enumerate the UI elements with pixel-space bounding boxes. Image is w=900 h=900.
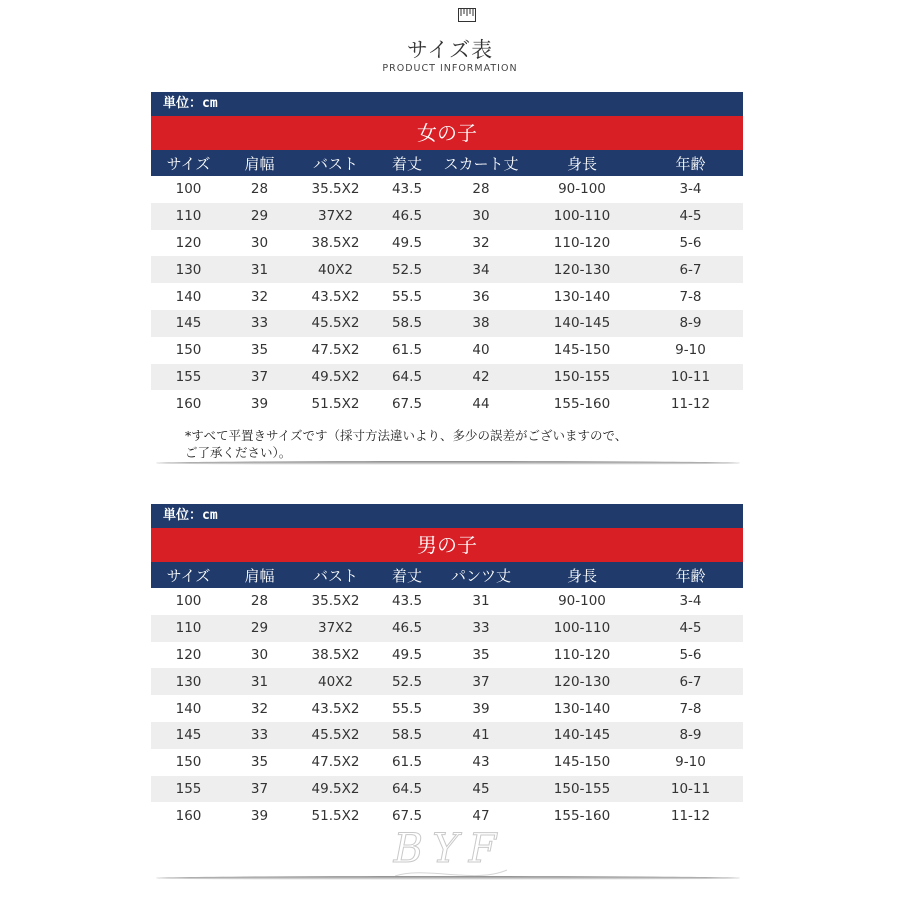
- cell-shoulder: 35: [250, 342, 269, 359]
- table-row: [151, 642, 743, 669]
- cell-length: 67.5: [391, 807, 423, 824]
- cell-height: 140-145: [553, 727, 611, 744]
- cell-bust: 49.5X2: [311, 780, 360, 797]
- cell-height: 140-145: [553, 315, 611, 332]
- cell-height: 100-110: [553, 208, 611, 225]
- table-row: [151, 364, 743, 391]
- cell-length: 64.5: [391, 780, 423, 797]
- cell-shoulder: 37: [250, 780, 269, 797]
- cell-age: 6-7: [679, 261, 702, 278]
- cell-shoulder: 39: [250, 395, 269, 412]
- unit-label: 単位：cm: [151, 504, 743, 528]
- page-header: [0, 0, 900, 90]
- cell-length: 61.5: [391, 342, 423, 359]
- table-row: [151, 390, 743, 417]
- cell-length: 67.5: [391, 395, 423, 412]
- cell-length: 55.5: [391, 700, 423, 717]
- cell-bust: 47.5X2: [311, 342, 360, 359]
- cell-bottom-length: 35: [472, 646, 490, 663]
- cell-age: 4-5: [679, 208, 702, 225]
- cell-size: 110: [175, 620, 202, 637]
- cell-height: 145-150: [553, 342, 611, 359]
- cell-age: 8-9: [679, 727, 702, 744]
- table-row: [151, 337, 743, 364]
- cell-length: 46.5: [391, 208, 423, 225]
- cell-bust: 45.5X2: [311, 727, 360, 744]
- cell-bottom-length: 32: [472, 234, 490, 251]
- column-header-height: 身長: [566, 566, 597, 585]
- table-row: [151, 776, 743, 803]
- cell-size: 140: [175, 288, 202, 305]
- section-title-boys: 男の子: [151, 528, 743, 562]
- cell-shoulder: 32: [250, 700, 269, 717]
- cell-size: 120: [175, 646, 202, 663]
- cell-bust: 47.5X2: [311, 754, 360, 771]
- cell-age: 6-7: [679, 673, 702, 690]
- table-row: [151, 722, 743, 749]
- cell-size: 155: [175, 780, 202, 797]
- cell-bust: 37X2: [317, 208, 353, 225]
- table-row: [151, 203, 743, 230]
- cell-bust: 43.5X2: [311, 288, 360, 305]
- cell-bottom-length: 44: [472, 395, 490, 412]
- cell-length: 46.5: [391, 620, 423, 637]
- column-header-length: 着丈: [391, 566, 422, 585]
- cell-age: 3-4: [679, 593, 702, 610]
- cell-bottom-length: 40: [472, 342, 490, 359]
- cell-length: 58.5: [391, 315, 423, 332]
- note-line: *すべて平置きサイズです（採寸方法違いより、多少の誤差がございますので、: [185, 428, 628, 444]
- cell-bottom-length: 28: [472, 181, 490, 198]
- cell-size: 110: [175, 208, 202, 225]
- cell-age: 9-10: [675, 754, 706, 771]
- cell-height: 155-160: [553, 395, 611, 412]
- cell-height: 110-120: [553, 234, 611, 251]
- cell-age: 11-12: [670, 395, 711, 412]
- cell-shoulder: 33: [250, 315, 269, 332]
- column-header-length: 着丈: [391, 154, 422, 173]
- cell-shoulder: 39: [250, 807, 269, 824]
- cell-bottom-length: 47: [472, 807, 490, 824]
- cell-size: 155: [175, 368, 202, 385]
- cell-bust: 49.5X2: [311, 368, 360, 385]
- cell-size: 145: [175, 315, 202, 332]
- cell-length: 61.5: [391, 754, 423, 771]
- column-header-age: 年齢: [675, 566, 706, 585]
- cell-age: 5-6: [679, 646, 702, 663]
- cell-bust: 38.5X2: [311, 234, 360, 251]
- cell-bottom-length: 42: [472, 368, 490, 385]
- unit-label: 単位：cm: [151, 92, 743, 116]
- cell-length: 58.5: [391, 727, 423, 744]
- page-subtitle: PRODUCT INFORMATION: [382, 63, 518, 74]
- table-row: [151, 283, 743, 310]
- cell-length: 49.5: [391, 646, 423, 663]
- column-header-size: サイズ: [166, 154, 211, 173]
- cell-height: 90-100: [558, 593, 606, 610]
- cell-size: 160: [175, 395, 202, 412]
- cell-size: 140: [175, 700, 202, 717]
- cell-bottom-length: 39: [472, 700, 490, 717]
- table-header: [151, 562, 743, 588]
- cell-shoulder: 33: [250, 727, 269, 744]
- cell-size: 130: [175, 673, 202, 690]
- column-header-bust: バスト: [312, 154, 358, 173]
- column-header-bust: バスト: [312, 566, 358, 585]
- table-header: [151, 150, 743, 176]
- boys-size-table: [151, 504, 743, 829]
- watermark-text: BYF: [393, 826, 507, 872]
- cell-bust: 40X2: [317, 673, 353, 690]
- table-row: [151, 749, 743, 776]
- cell-size: 150: [175, 342, 202, 359]
- cell-shoulder: 30: [250, 234, 269, 251]
- cell-length: 64.5: [391, 368, 423, 385]
- cell-bust: 45.5X2: [311, 315, 360, 332]
- cell-length: 49.5: [391, 234, 423, 251]
- cell-bust: 35.5X2: [311, 181, 360, 198]
- cell-bottom-length: 36: [472, 288, 490, 305]
- cell-bottom-length: 31: [472, 593, 490, 610]
- cell-height: 90-100: [558, 181, 606, 198]
- cell-age: 7-8: [679, 700, 702, 717]
- cell-height: 100-110: [553, 620, 611, 637]
- cell-length: 43.5: [391, 593, 423, 610]
- cell-shoulder: 29: [250, 208, 269, 225]
- cell-length: 43.5: [391, 181, 423, 198]
- table-row: [151, 668, 743, 695]
- divider-shadow: [156, 876, 740, 880]
- cell-length: 55.5: [391, 288, 423, 305]
- table-row: [151, 230, 743, 257]
- cell-bottom-length: 38: [472, 315, 490, 332]
- cell-bottom-length: 37: [472, 673, 490, 690]
- table-row: [151, 310, 743, 337]
- cell-bottom-length: 41: [472, 727, 490, 744]
- cell-height: 155-160: [553, 807, 611, 824]
- cell-size: 160: [175, 807, 202, 824]
- table-row: [151, 588, 743, 615]
- cell-age: 10-11: [670, 780, 711, 797]
- cell-height: 130-140: [553, 288, 611, 305]
- page-title: サイズ表: [406, 38, 494, 62]
- girls-size-table: [151, 92, 743, 463]
- divider-shadow: [156, 461, 740, 465]
- cell-age: 4-5: [679, 620, 702, 637]
- column-header-height: 身長: [566, 154, 597, 173]
- cell-bottom-length: 33: [472, 620, 490, 637]
- cell-shoulder: 31: [250, 261, 269, 278]
- section-title-girls: 女の子: [151, 116, 743, 150]
- cell-bust: 40X2: [317, 261, 353, 278]
- cell-size: 150: [175, 754, 202, 771]
- cell-size: 145: [175, 727, 202, 744]
- cell-size: 120: [175, 234, 202, 251]
- table-body: [151, 588, 743, 829]
- cell-age: 7-8: [679, 288, 702, 305]
- cell-height: 120-130: [553, 673, 611, 690]
- cell-size: 100: [175, 181, 202, 198]
- cell-bottom-length: 34: [472, 261, 490, 278]
- cell-size: 100: [175, 593, 202, 610]
- cell-shoulder: 37: [250, 368, 269, 385]
- cell-length: 52.5: [391, 261, 423, 278]
- cell-bust: 38.5X2: [311, 646, 360, 663]
- size-note: [151, 417, 743, 463]
- table-row: [151, 176, 743, 203]
- cell-bust: 51.5X2: [311, 807, 360, 824]
- table-row: [151, 256, 743, 283]
- column-header-shoulder: 肩幅: [244, 566, 275, 585]
- cell-bottom-length: 43: [472, 754, 490, 771]
- cell-age: 5-6: [679, 234, 702, 251]
- column-header-size: サイズ: [166, 566, 211, 585]
- cell-bottom-length: 45: [472, 780, 490, 797]
- table-body: [151, 176, 743, 417]
- cell-length: 52.5: [391, 673, 423, 690]
- cell-age: 11-12: [670, 807, 711, 824]
- table-row: [151, 615, 743, 642]
- cell-age: 8-9: [679, 315, 702, 332]
- cell-height: 150-155: [553, 368, 611, 385]
- cell-bust: 37X2: [317, 620, 353, 637]
- cell-height: 120-130: [553, 261, 611, 278]
- column-header-skirt-length: スカート丈: [443, 154, 519, 173]
- cell-shoulder: 29: [250, 620, 269, 637]
- cell-bust: 43.5X2: [311, 700, 360, 717]
- cell-age: 9-10: [675, 342, 706, 359]
- cell-shoulder: 28: [250, 593, 269, 610]
- cell-bottom-length: 30: [472, 208, 490, 225]
- cell-shoulder: 35: [250, 754, 269, 771]
- cell-height: 130-140: [553, 700, 611, 717]
- cell-size: 130: [175, 261, 202, 278]
- ruler-icon: [458, 8, 476, 22]
- cell-shoulder: 32: [250, 288, 269, 305]
- cell-shoulder: 31: [250, 673, 269, 690]
- column-header-age: 年齢: [675, 154, 706, 173]
- column-header-shoulder: 肩幅: [244, 154, 275, 173]
- cell-bust: 51.5X2: [311, 395, 360, 412]
- cell-shoulder: 28: [250, 181, 269, 198]
- cell-height: 145-150: [553, 754, 611, 771]
- cell-age: 3-4: [679, 181, 702, 198]
- cell-height: 150-155: [553, 780, 611, 797]
- column-header-pants-length: パンツ丈: [450, 566, 511, 585]
- cell-height: 110-120: [553, 646, 611, 663]
- note-line: ご了承ください）。: [185, 445, 292, 461]
- cell-shoulder: 30: [250, 646, 269, 663]
- cell-bust: 35.5X2: [311, 593, 360, 610]
- cell-age: 10-11: [670, 368, 711, 385]
- table-row: [151, 695, 743, 722]
